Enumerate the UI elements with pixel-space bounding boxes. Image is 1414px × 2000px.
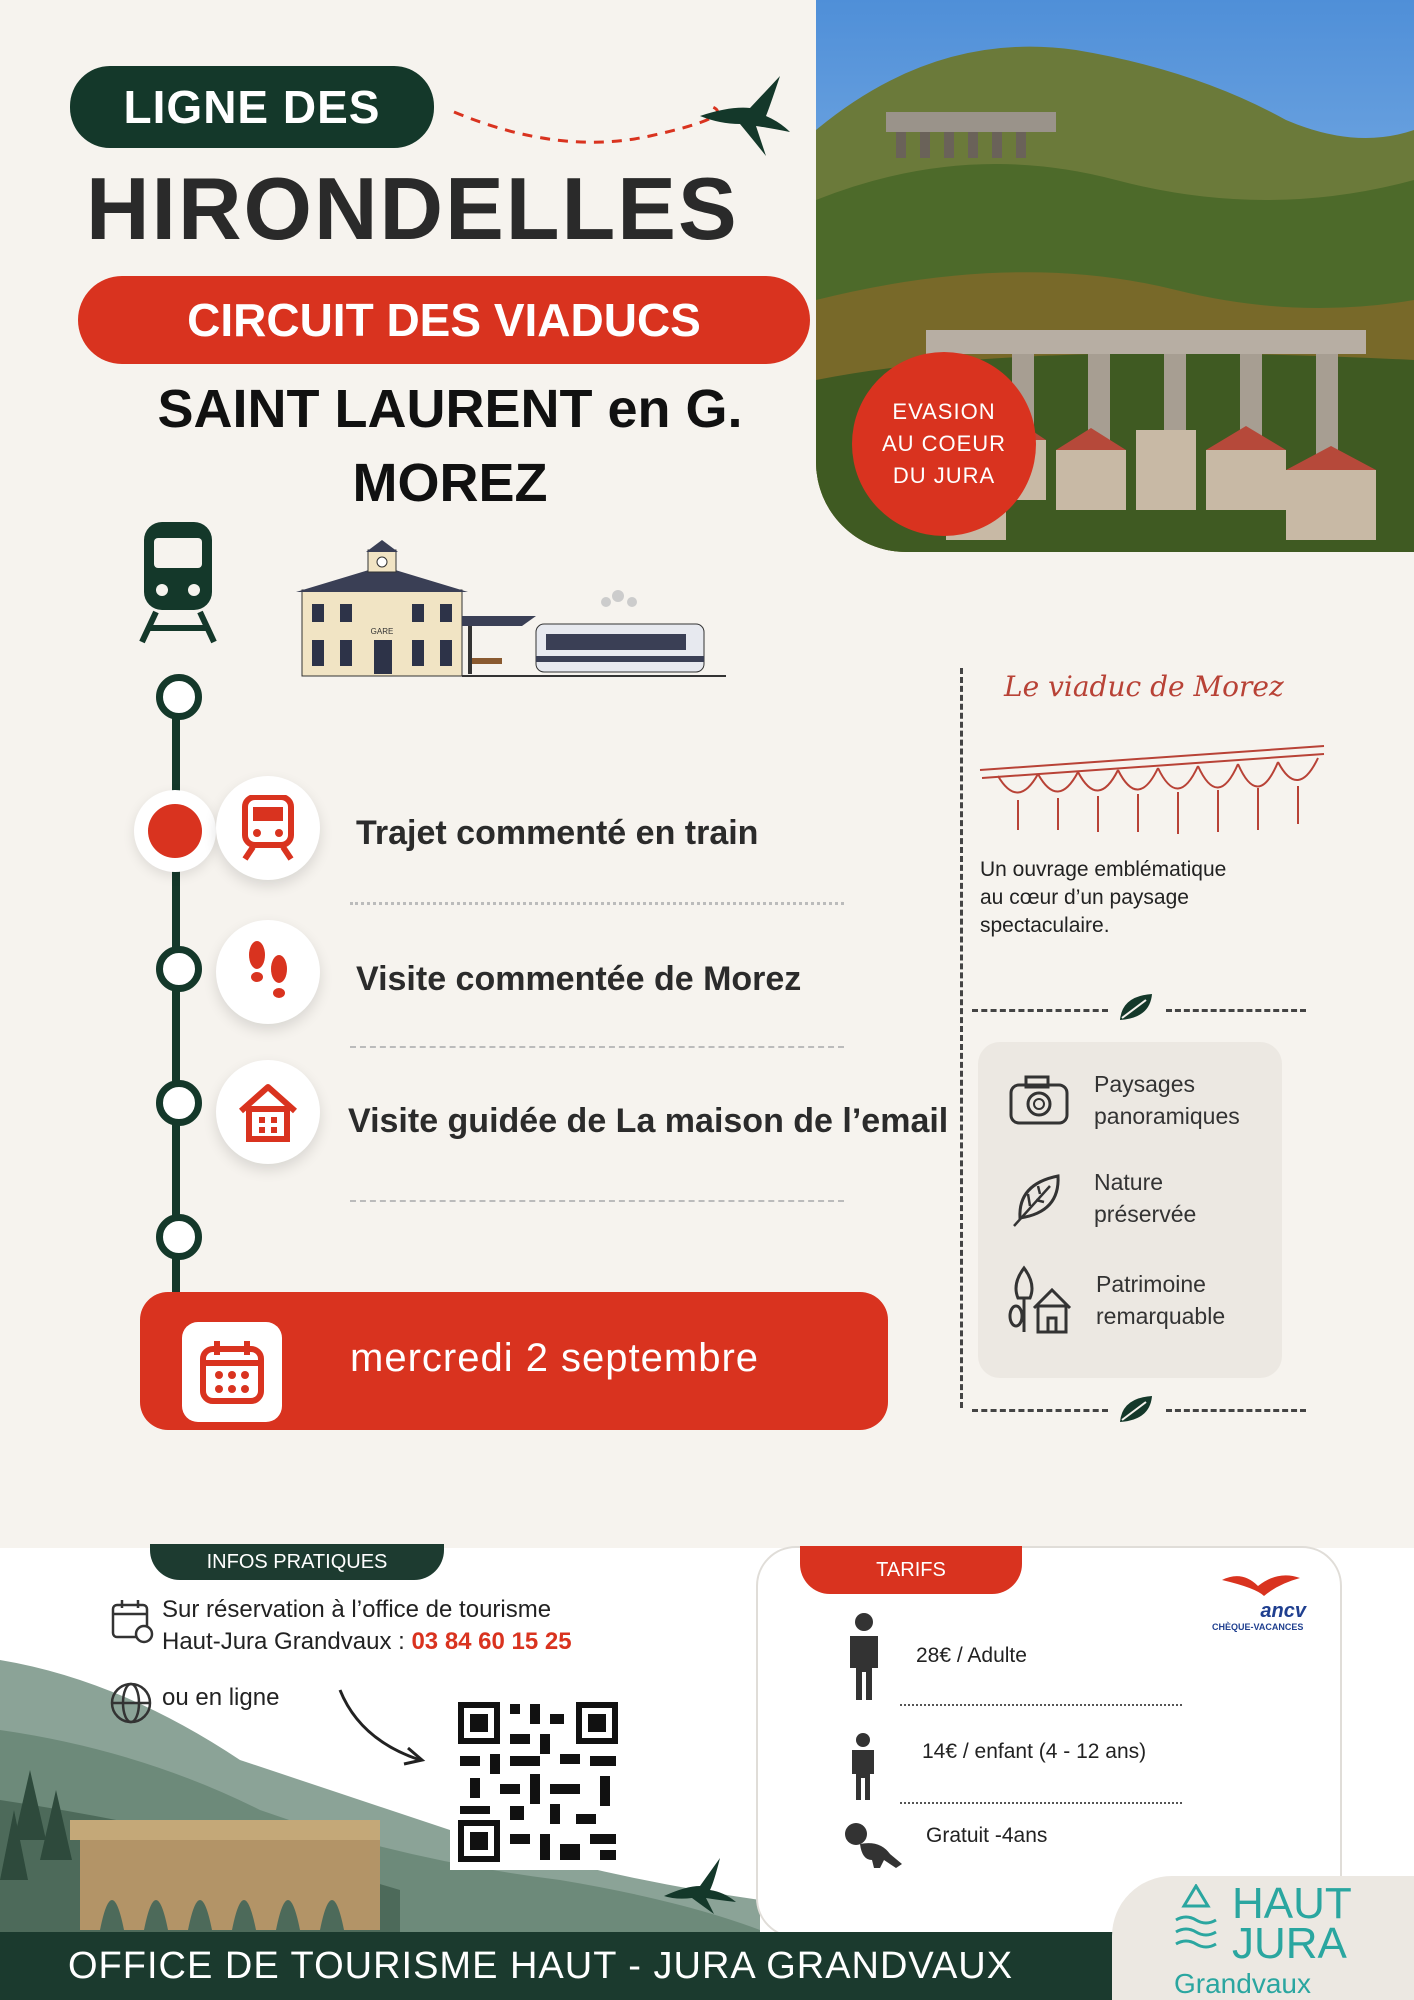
logo-line-1: HAUT [1232,1879,1352,1928]
reservation-line-1: Sur réservation à l’office de tourisme [162,1596,552,1623]
timeline-node [156,946,202,992]
baby-icon [840,1820,906,1870]
circuit-pill [78,276,810,364]
leaf-outline-icon [1008,1168,1070,1228]
calendar-booking-icon [110,1598,154,1644]
date-bar [140,1292,888,1430]
footprints-icon [243,937,293,1007]
step-icon-train [216,776,320,880]
feature-3-line-1: Patrimoine [1096,1271,1206,1297]
feature-2-line-2: préservée [1094,1201,1197,1227]
circuit-label: CIRCUIT DES VIADUCS [187,294,701,346]
page-title: HIRONDELLES [86,159,739,258]
footer-text: OFFICE DE TOURISME HAUT - JURA GRANDVAUX [68,1944,1014,1987]
child-icon [846,1732,880,1802]
feature-3-line-2: remarquable [1096,1303,1226,1329]
feature-heritage [1008,1264,1296,1336]
haut-jura-logo [1112,1876,1414,2000]
ligne-des-pill [70,66,434,148]
tarif-adult: 28€ / Adulte [916,1644,1027,1667]
feature-landscapes [1008,1068,1294,1132]
train-icon [241,795,295,861]
station-illustration [296,540,726,680]
tarifs-tab [800,1546,1022,1594]
station-sign: GARE [370,627,394,636]
features-box [978,1042,1282,1378]
divider [350,902,844,905]
date-label: mercredi 2 septembre [350,1336,760,1380]
step-icon-footprints [216,920,320,1024]
ancv-subtitle: CHÈQUE-VACANCES [1212,1622,1304,1632]
viaduc-desc-line-2: au cœur d’un paysage [980,886,1189,909]
divider [1166,1409,1306,1412]
divider [350,1200,844,1202]
leaf-icon [1116,990,1156,1026]
ancv-logo [1208,1566,1314,1638]
feature-1-line-1: Paysages [1094,1071,1196,1097]
step-label-3: Visite guidée de La maison de l’email [348,1102,949,1140]
swallow-icon [660,1852,740,1916]
camera-icon [1008,1073,1070,1127]
footer-bar [0,1932,1114,2000]
tarif-child: 14€ / enfant (4 - 12 ans) [922,1740,1147,1763]
adult-icon [842,1612,886,1702]
timeline-node [156,1214,202,1260]
badge-line-2: AU COEUR [881,431,1007,456]
divider [1166,1009,1306,1012]
timeline-node-active [134,790,216,872]
badge-line-3: DU JURA [892,463,996,488]
tarif-baby: Gratuit -4ans [926,1824,1048,1847]
leaf-icon [1116,1392,1156,1428]
feature-2-line-1: Nature [1094,1169,1164,1195]
line-label: LIGNE DES [123,81,381,133]
swallow-icon [700,76,790,156]
divider [972,1009,1108,1012]
feature-nature [1008,1166,1294,1230]
globe-icon [108,1680,154,1726]
viaduc-description [980,856,1280,940]
logo-line-2: JURA [1232,1919,1347,1968]
viaduc-desc-line-3: spectaculaire. [980,914,1110,937]
viaduct-sketch-icon [978,740,1328,840]
timeline-node [156,674,202,720]
house-icon [237,1081,299,1143]
logo-line-3: Grandvaux [1174,1968,1311,1999]
reservation-line-2: Haut-Jura Grandvaux : [162,1628,412,1655]
heritage-icon [1008,1264,1072,1336]
step-label-1: Trajet commenté en train [356,814,759,852]
online-label: ou en ligne [162,1684,280,1711]
step-label-2: Visite commentée de Morez [356,960,802,998]
feature-1-line-2: panoramiques [1094,1103,1240,1129]
city-line-1: SAINT LAURENT en G. [157,379,743,439]
divider [350,1046,844,1048]
qr-code[interactable] [450,1694,626,1870]
infos-pratiques-tab [150,1544,444,1580]
divider [900,1704,1182,1706]
waves-tree-icon [1172,1884,1222,1954]
swallow-flight-path [450,56,790,156]
phone-number[interactable]: 03 84 60 15 25 [411,1628,572,1655]
viaduc-desc-line-1: Un ouvrage emblématique [980,858,1227,881]
infos-tab-label: INFOS PRATIQUES [206,1550,388,1573]
city-line-2: MOREZ [352,453,548,513]
step-icon-house [216,1060,320,1164]
timeline-node [156,1080,202,1126]
ancv-name: ancv [1260,1600,1306,1622]
reservation-text [162,1594,572,1658]
divider [900,1802,1182,1804]
divider [972,1409,1108,1412]
train-front-icon [136,516,220,646]
evasion-badge [852,352,1036,536]
viaduc-title: Le viaduc de Morez [1004,670,1284,703]
vertical-divider [960,668,963,1408]
calendar-icon [182,1322,282,1422]
tarifs-tab-label: TARIFS [876,1558,946,1581]
badge-line-1: EVASION [892,399,996,424]
